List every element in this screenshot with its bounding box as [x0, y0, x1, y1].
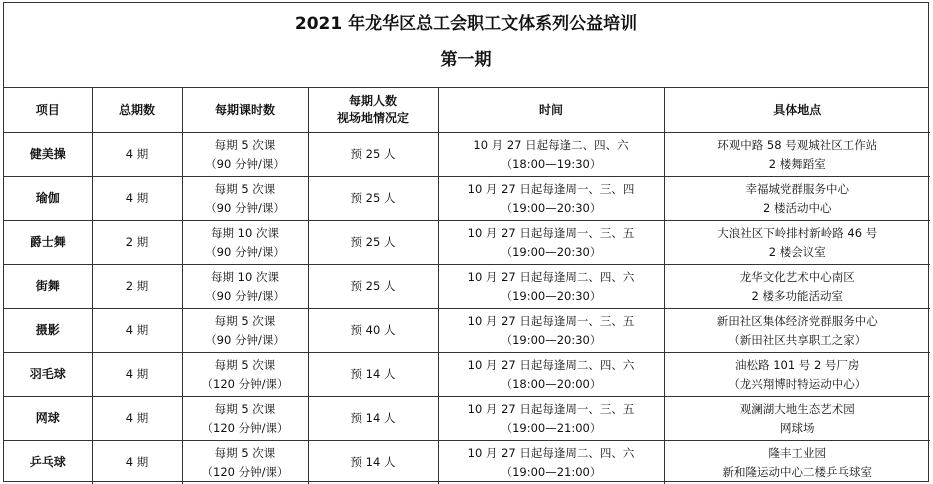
cell-location: [664, 221, 930, 265]
cell-item: 乒乓球: [4, 441, 92, 484]
cell-time-line2: （19:00—21:00）: [500, 464, 602, 479]
cell-time: [438, 177, 664, 221]
cell-time: [438, 397, 664, 441]
cell-time: [438, 353, 664, 397]
cell-hours-line2: （90 分钟/课）: [205, 288, 285, 303]
cell-people: 预 14 人: [308, 397, 438, 441]
cell-total-sessions: 4 期: [92, 133, 182, 177]
cell-time: [438, 441, 664, 484]
cell-location-line2: 网球场: [780, 420, 815, 435]
cell-people: 预 25 人: [308, 133, 438, 177]
cell-time-line2: （19:00—20:30）: [500, 244, 602, 259]
cell-location-line2: 2 楼会议室: [768, 244, 826, 259]
cell-hours-line1: 每期 5 次课: [214, 401, 276, 416]
table-row: [4, 221, 930, 265]
cell-location: [664, 397, 930, 441]
cell-location: [664, 265, 930, 309]
cell-hours-line1: 每期 5 次课: [214, 357, 276, 372]
cell-hours: [182, 221, 308, 265]
document-title: 2021 年龙华区总工会职工文体系列公益培训: [294, 14, 638, 34]
cell-item: 羽毛球: [4, 353, 92, 397]
header-hours: [182, 88, 308, 133]
cell-location-line1: 龙华文化艺术中心南区: [739, 269, 855, 284]
header-people-line2: 视场地情况定: [336, 111, 409, 125]
cell-hours: [182, 133, 308, 177]
cell-item: 街舞: [4, 265, 92, 309]
cell-people: 预 25 人: [308, 221, 438, 265]
table-row: [4, 397, 930, 441]
cell-location: [664, 309, 930, 353]
cell-people: 预 25 人: [308, 177, 438, 221]
table-row: [4, 353, 930, 397]
header-time: 时间: [438, 88, 664, 133]
cell-hours-line1: 每期 10 次课: [211, 225, 279, 240]
cell-item: 健美操: [4, 133, 92, 177]
cell-location-line2: 新和隆运动中心二楼乒乓球室: [722, 464, 872, 479]
cell-time-line2: （19:00—20:30）: [500, 288, 602, 303]
cell-location-line2: 2 楼活动中心: [763, 200, 832, 215]
cell-location: [664, 133, 930, 177]
cell-item: 爵士舞: [4, 221, 92, 265]
cell-hours-line1: 每期 5 次课: [214, 313, 276, 328]
table-row: [4, 177, 930, 221]
document-subtitle: 第一期: [440, 50, 492, 70]
cell-hours-line1: 每期 10 次课: [211, 269, 279, 284]
title-block: [4, 3, 928, 88]
cell-time: [438, 133, 664, 177]
cell-location-line1: 油松路 101 号 2 号厂房: [735, 357, 860, 372]
cell-location-line2: 2 楼舞蹈室: [768, 156, 826, 171]
header-total-sessions: 总期数: [92, 88, 182, 133]
cell-people: 预 40 人: [308, 309, 438, 353]
cell-location-line1: 新田社区集体经济党群服务中心: [716, 313, 878, 328]
cell-people: 预 14 人: [308, 441, 438, 484]
cell-total-sessions: 2 期: [92, 221, 182, 265]
cell-hours-line2: （90 分钟/课）: [205, 244, 285, 259]
cell-hours: [182, 309, 308, 353]
cell-total-sessions: 4 期: [92, 309, 182, 353]
cell-hours-line1: 每期 5 次课: [214, 445, 276, 460]
cell-people: 预 25 人: [308, 265, 438, 309]
cell-hours: [182, 441, 308, 484]
cell-location-line1: 隆丰工业园: [768, 445, 826, 460]
cell-time-line1: 10 月 27 日起每逢周一、三、四: [467, 181, 635, 196]
cell-location-line2: （新田社区共享职工之家）: [728, 332, 867, 347]
cell-item: 摄影: [4, 309, 92, 353]
cell-location-line1: 幸福城党群服务中心: [745, 181, 849, 196]
cell-time: [438, 265, 664, 309]
header-people-line1: 每期人数: [348, 94, 397, 108]
training-schedule-sheet: [3, 2, 929, 482]
cell-hours-line1: 每期 5 次课: [214, 181, 276, 196]
header-item: 项目: [4, 88, 92, 133]
header-location: 具体地点: [664, 88, 930, 133]
cell-time-line1: 10 月 27 日起每逢周二、四、六: [467, 357, 635, 372]
cell-location-line2: 2 楼多功能活动室: [751, 288, 843, 303]
cell-hours-line2: （120 分钟/课）: [201, 464, 289, 479]
cell-time: [438, 221, 664, 265]
cell-location-line1: 观澜湖大地生态艺术园: [739, 401, 855, 416]
header-people: [308, 88, 438, 133]
cell-time-line1: 10 月 27 日起每逢周一、三、五: [467, 225, 635, 240]
table-row: [4, 441, 930, 484]
cell-total-sessions: 4 期: [92, 177, 182, 221]
cell-hours-line2: （90 分钟/课）: [205, 156, 285, 171]
cell-hours: [182, 177, 308, 221]
cell-hours-line2: （90 分钟/课）: [205, 200, 285, 215]
cell-location: [664, 353, 930, 397]
cell-people: 预 14 人: [308, 353, 438, 397]
table-body: [4, 133, 930, 484]
cell-total-sessions: 2 期: [92, 265, 182, 309]
cell-time-line2: （19:00—21:00）: [500, 420, 602, 435]
cell-time: [438, 309, 664, 353]
schedule-table: [4, 88, 930, 484]
cell-hours: [182, 397, 308, 441]
cell-item: 瑜伽: [4, 177, 92, 221]
cell-hours: [182, 265, 308, 309]
table-row: [4, 133, 930, 177]
header-hours-line1: 每期课时数: [214, 102, 275, 117]
cell-hours-line2: （120 分钟/课）: [201, 376, 289, 391]
cell-total-sessions: 4 期: [92, 353, 182, 397]
cell-time-line1: 10 月 27 日起每逢二、四、六: [473, 137, 629, 152]
table-row: [4, 265, 930, 309]
cell-time-line1: 10 月 27 日起每逢周二、四、六: [467, 445, 635, 460]
cell-time-line2: （18:00—19:30）: [500, 156, 602, 171]
cell-time-line2: （19:00—20:30）: [500, 332, 602, 347]
cell-time-line2: （18:00—20:00）: [500, 376, 602, 391]
cell-location: [664, 441, 930, 484]
cell-total-sessions: 4 期: [92, 397, 182, 441]
cell-location: [664, 177, 930, 221]
cell-hours-line1: 每期 5 次课: [214, 137, 276, 152]
cell-time-line1: 10 月 27 日起每逢周一、三、五: [467, 401, 635, 416]
table-row: [4, 309, 930, 353]
cell-time-line1: 10 月 27 日起每逢周二、四、六: [467, 269, 635, 284]
cell-location-line1: 大浪社区下岭排村新岭路 46 号: [717, 225, 878, 240]
cell-hours-line2: （120 分钟/课）: [201, 420, 289, 435]
cell-total-sessions: 4 期: [92, 441, 182, 484]
cell-time-line2: （19:00—20:30）: [500, 200, 602, 215]
cell-hours-line2: （90 分钟/课）: [205, 332, 285, 347]
cell-location-line2: （龙兴翔博时特运动中心）: [728, 376, 867, 391]
cell-hours: [182, 353, 308, 397]
cell-item: 网球: [4, 397, 92, 441]
cell-location-line1: 环观中路 58 号观城社区工作站: [717, 137, 878, 152]
cell-time-line1: 10 月 27 日起每逢周一、三、五: [467, 313, 635, 328]
header-row: [4, 88, 930, 133]
